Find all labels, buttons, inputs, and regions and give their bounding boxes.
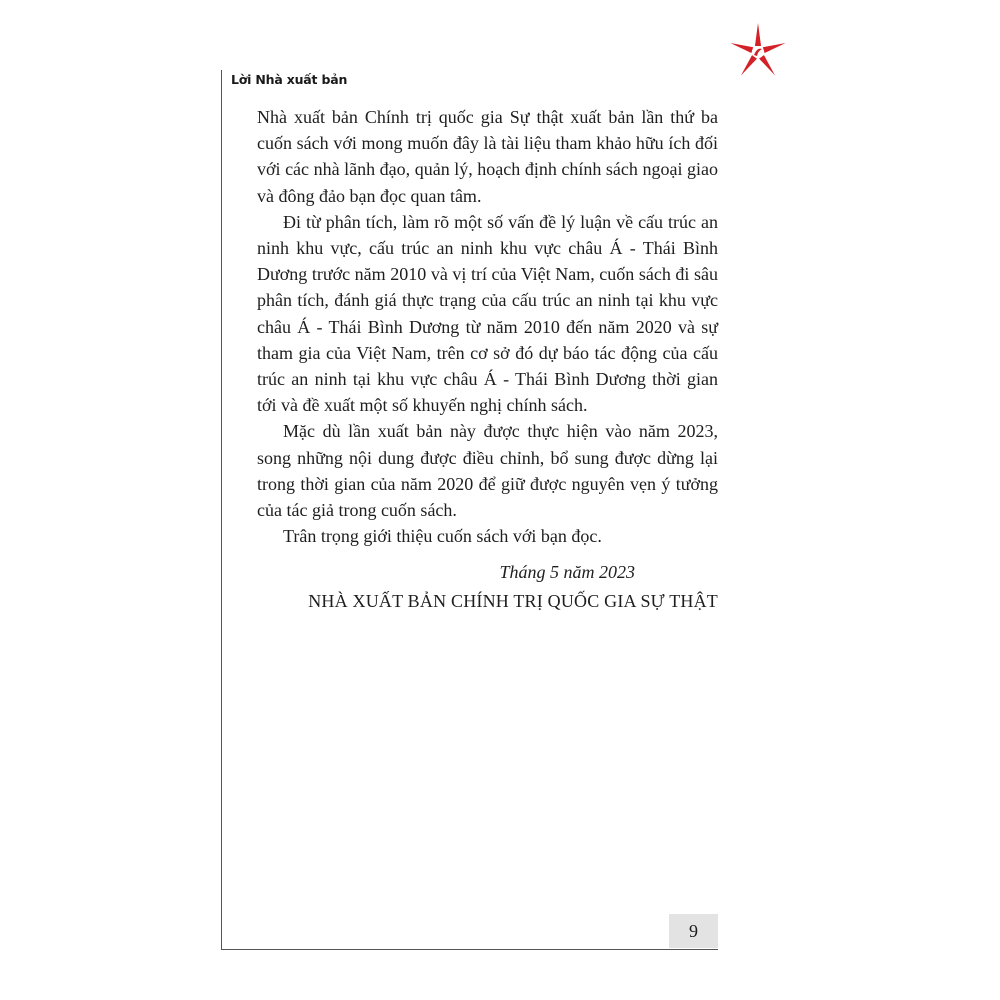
section-title: Lời Nhà xuất bản: [231, 72, 348, 87]
page-bottom-rule: [221, 949, 718, 950]
signature-publisher: NHÀ XUẤT BẢN CHÍNH TRỊ QUỐC GIA SỰ THẬT: [308, 591, 718, 611]
publisher-star-logo-icon: [728, 22, 788, 80]
page-number: 9: [669, 914, 718, 948]
paragraph-3: Mặc dù lần xuất bản này được thực hiện vào năm 2023, song những nội dung được điều chỉnh, bổ sung được dừng lại trong thời gian của năm 2020 để giữ được nguyên vẹn ý tưởng của tác giả trong cuốn sách.: [257, 421, 718, 521]
signature-date: Tháng 5 năm 2023: [499, 562, 635, 582]
paragraph-2: Đi từ phân tích, làm rõ một số vấn đề lý luận về cấu trúc an ninh khu vực, cấu trúc an ninh khu vực châu Á - Thái Bình Dương trước năm 2010 và vị trí của Việt Nam, cuốn sách đi sâu phân tích, đánh giá thực trạng của cấu trúc an ninh tại khu vực châu Á - Thái Bình Dương từ năm 2010 đến năm 2020 và sự tham gia của Việt Nam, trên cơ sở đó dự báo tác động của cấu trúc an ninh tại khu vực châu Á - Thái Bình Dương thời gian tới và đề xuất một số khuyến nghị chính sách.: [257, 211, 718, 416]
page-left-rule: [221, 70, 222, 950]
star-logo-graphic: [728, 22, 788, 80]
paragraph-4: Trân trọng giới thiệu cuốn sách với bạn đọc.: [283, 526, 602, 547]
paragraph-1: Nhà xuất bản Chính trị quốc gia Sự thật xuất bản lần thứ ba cuốn sách với mong muốn đây là tài liệu tham khảo hữu ích đối với các nhà lãnh đạo, quản lý, hoạch định chính sách ngoại giao và đông đảo bạn đọc quan tâm.: [257, 107, 718, 206]
foreword-body: [257, 104, 718, 549]
